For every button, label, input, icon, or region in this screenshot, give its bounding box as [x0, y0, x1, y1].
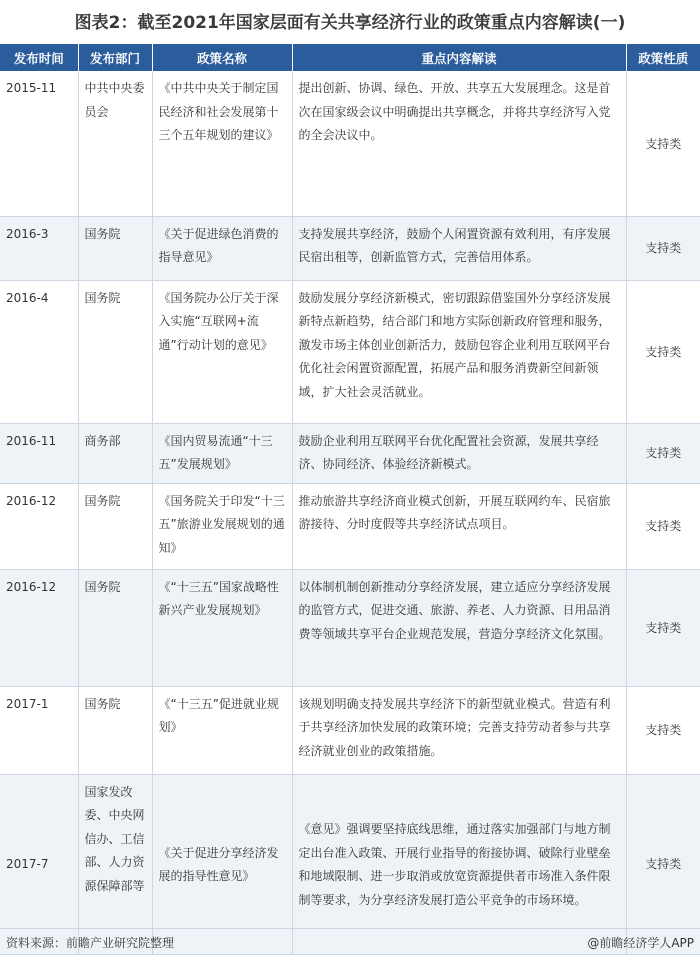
cell-content: 支持发展共享经济，鼓励个人闲置资源有效利用，有序发展民宿出租等，创新监管方式，完善信用体系。	[292, 216, 626, 280]
table-row	[0, 686, 700, 774]
cell-dept: 商务部	[78, 423, 152, 483]
cell-date: 2016-12	[0, 483, 78, 569]
cell-date: 2017-7	[0, 774, 78, 954]
cell-dept: 国务院	[78, 483, 152, 569]
cell-nature: 支持类	[626, 71, 700, 216]
cell-dept: 国务院	[78, 216, 152, 280]
cell-date: 2016-12	[0, 569, 78, 686]
chart-title: 图表2：截至2021年国家层面有关共享经济行业的政策重点内容解读(一)	[74, 13, 626, 33]
cell-policy-name: 《关于促进绿色消费的指导意见》	[152, 216, 292, 280]
cell-content: 以体制机制创新推动分享经济发展，建立适应分享经济发展的监管方式，促进交通、旅游、养老、人力资源、日用品消费等领域共享平台企业规范发展，营造分享经济文化氛围。	[292, 569, 626, 686]
cell-dept: 中共中央委员会	[78, 71, 152, 216]
cell-policy-name: 《“十三五”国家战略性新兴产业发展规划》	[152, 569, 292, 686]
cell-dept: 国务院	[78, 280, 152, 423]
table-row	[0, 569, 700, 686]
table-row	[0, 423, 700, 483]
cell-content: 鼓励发展分享经济新模式，密切跟踪借鉴国外分享经济发展新特点新趋势，结合部门和地方实际创新政府管理和服务，激发市场主体创业创新活力，鼓励包容企业利用互联网平台优化社会闲置资源配置，拓展产品和服务消费新空间新领域，扩大社会灵活就业。	[292, 280, 626, 423]
cell-nature: 支持类	[626, 280, 700, 423]
cell-dept: 国务院	[78, 686, 152, 774]
cell-date: 2016-3	[0, 216, 78, 280]
header-name: 政策名称	[152, 44, 292, 71]
policy-table	[0, 44, 700, 955]
table-header-row	[0, 44, 700, 71]
cell-policy-name: 《国内贸易流通“十三五”发展规划》	[152, 423, 292, 483]
cell-policy-name: 《“十三五”促进就业规划》	[152, 686, 292, 774]
cell-dept: 国务院	[78, 569, 152, 686]
header-date: 发布时间	[0, 44, 78, 71]
cell-policy-name: 《关于促进分享经济发展的指导性意见》	[152, 774, 292, 954]
table-row	[0, 280, 700, 423]
cell-date: 2016-11	[0, 423, 78, 483]
cell-policy-name: 《国务院办公厅关于深入实施“互联网+流通”行动计划的意见》	[152, 280, 292, 423]
cell-policy-name: 《国务院关于印发“十三五”旅游业发展规划的通知》	[152, 483, 292, 569]
table-row	[0, 216, 700, 280]
cell-content: 《意见》强调要坚持底线思维，通过落实加强部门与地方制定出台准入政策、开展行业指导的衔接协调、破除行业壁垒和地域限制、进一步取消或放宽资源提供者市场准入条件限制等要求，为分享经济发展打造公平竞争的市场环境。	[292, 774, 626, 954]
cell-content: 推动旅游共享经济商业模式创新，开展互联网约车、民宿旅游接待、分时度假等共享经济试点项目。	[292, 483, 626, 569]
cell-content: 提出创新、协调、绿色、开放、共享五大发展理念。这是首次在国家级会议中明确提出共享概念，并将共享经济写入党的全会决议中。	[292, 71, 626, 216]
cell-dept: 国家发改委、中央网信办、工信部、人力资源保障部等	[78, 774, 152, 954]
cell-date: 2016-4	[0, 280, 78, 423]
cell-nature: 支持类	[626, 216, 700, 280]
footer-divider	[0, 928, 700, 929]
cell-nature: 支持类	[626, 423, 700, 483]
table-row	[0, 483, 700, 569]
cell-content: 该规划明确支持发展共享经济下的新型就业模式。营造有利于共享经济加快发展的政策环境；完善支持劳动者参与共享经济就业创业的政策措施。	[292, 686, 626, 774]
table-row	[0, 774, 700, 954]
table-row	[0, 71, 700, 216]
brand-credit: @前瞻经济学人APP	[587, 936, 694, 950]
header-content: 重点内容解读	[292, 44, 626, 71]
cell-policy-name: 《中共中央关于制定国民经济和社会发展第十三个五年规划的建议》	[152, 71, 292, 216]
cell-nature: 支持类	[626, 569, 700, 686]
cell-nature: 支持类	[626, 686, 700, 774]
cell-nature: 支持类	[626, 774, 700, 954]
cell-date: 2017-1	[0, 686, 78, 774]
cell-nature: 支持类	[626, 483, 700, 569]
cell-content: 鼓励企业利用互联网平台优化配置社会资源，发展共享经济、协同经济、体验经济新模式。	[292, 423, 626, 483]
source-note: 资料来源：前瞻产业研究院整理	[6, 936, 175, 950]
header-dept: 发布部门	[78, 44, 152, 71]
cell-date: 2015-11	[0, 71, 78, 216]
header-nature: 政策性质	[626, 44, 700, 71]
